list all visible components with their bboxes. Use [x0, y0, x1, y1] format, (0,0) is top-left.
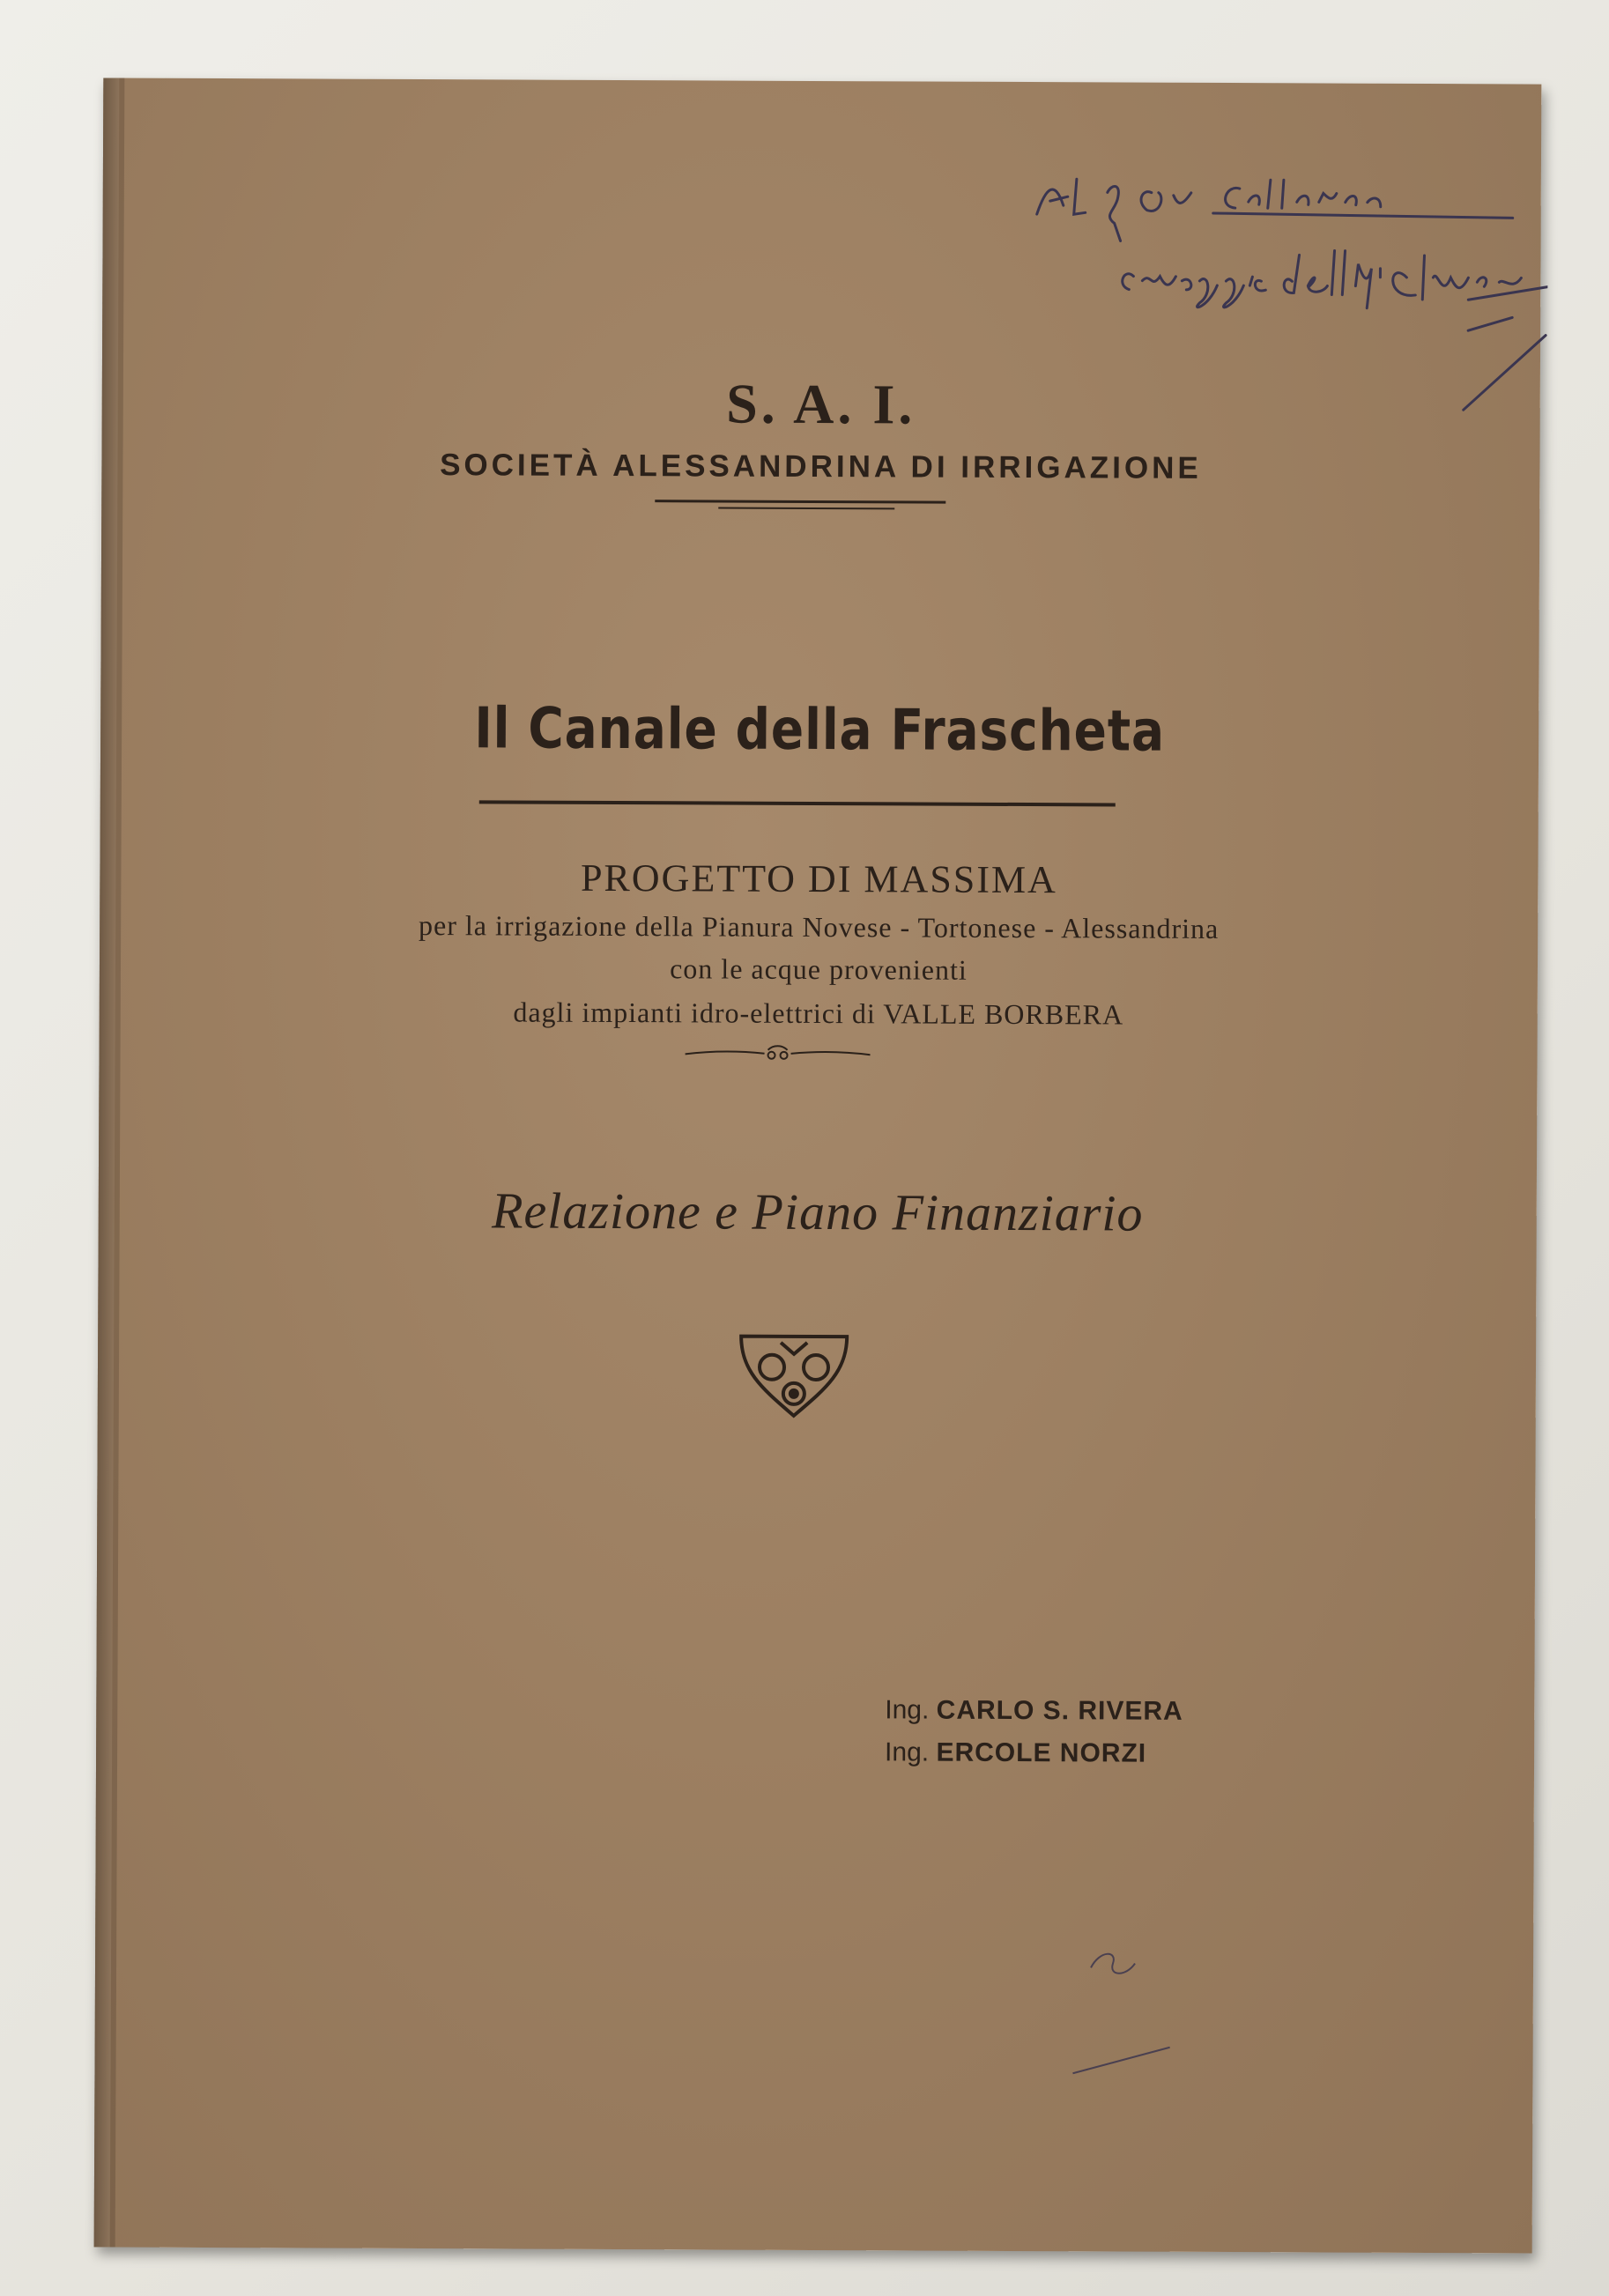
- header-rule: [655, 500, 945, 503]
- flourish-divider-icon: [685, 1041, 870, 1068]
- author-name: ERCOLE NORZI: [936, 1737, 1147, 1768]
- ornament-icon: [737, 1332, 851, 1421]
- author-entry: [885, 1689, 1183, 1732]
- authors-block: [885, 1689, 1183, 1774]
- description-line: per la irrigazione della Pianura Novese - Tortonese - Alessandrina: [418, 909, 1220, 944]
- author-prefix: Ing.: [885, 1737, 930, 1767]
- organization-name: SOCIETÀ ALESSANDRINA DI IRRIGAZIONE: [440, 448, 1202, 485]
- abbreviation-heading: S. A. I.: [726, 372, 916, 436]
- description-line: dagli impianti idro-elettrici di VALLE BORBERA: [513, 996, 1124, 1031]
- author-name: CARLO S. RIVERA: [936, 1695, 1183, 1726]
- document-subtitle: PROGETTO DI MASSIMA: [580, 855, 1057, 902]
- description-line: con le acque provenienti: [670, 952, 968, 986]
- report-title: Relazione e Piano Finanziario: [491, 1181, 1144, 1242]
- title-underline: [479, 800, 1116, 806]
- author-entry: [885, 1731, 1183, 1774]
- pamphlet-cover: [94, 78, 1542, 2253]
- header-rule-short: [718, 507, 894, 510]
- document-title: Il Canale della Frascheta: [474, 696, 1166, 765]
- author-prefix: Ing.: [885, 1695, 930, 1725]
- pencil-mark: [1064, 1862, 1241, 2083]
